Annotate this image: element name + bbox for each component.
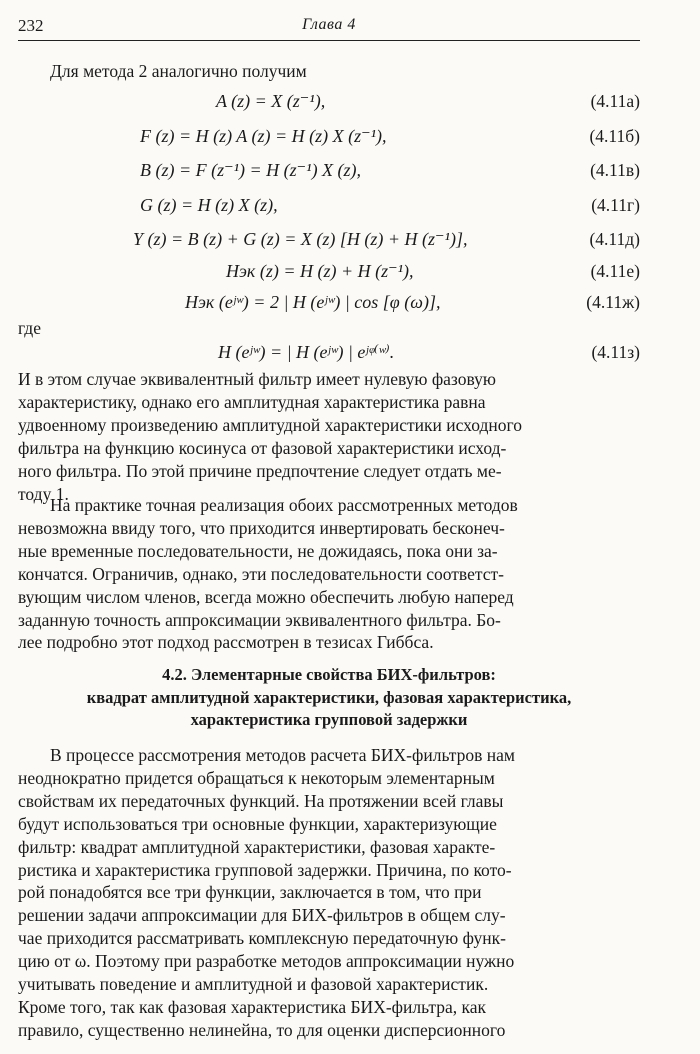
page-header [18,14,640,41]
paragraph-line: характеристику, однако его амплитудная характеристика равна [18,391,486,412]
paragraph-line: ного фильтра. По этой причине предпочтение следует отдать ме- [18,460,502,481]
equation-4-11g: G (z) = H (z) X (z), [140,195,278,215]
paragraph-line: неоднократно придется обращаться к некоторым элементарным [18,767,495,788]
equation-number-4-11g: (4.11г) [591,195,640,215]
paragraph-line: чае приходится рассматривать комплексную передаточную функ- [18,928,506,949]
section-heading-line: квадрат амплитудной характеристики, фазовая характеристика, [86,687,572,707]
paragraph-line: лее подробно этот подход рассмотрен в тезисах Гиббса. [18,632,434,653]
page-number: 232 [18,16,44,35]
equation-number-4-11e: (4.11е) [590,261,640,281]
equation-4-11d: Y (z) = B (z) + G (z) = X (z) [H (z) + H (z⁻¹)], [133,229,468,249]
paragraph-line: вующим числом членов, всегда можно обеспечить любую наперед [18,586,514,607]
paragraph-line: кончатся. Ограничив, однако, эти последовательности соответст- [18,563,504,584]
equation-4-11b: F (z) = H (z) A (z) = H (z) X (z⁻¹), [140,126,387,146]
paragraph-line: тоду 1. [18,483,69,504]
paragraph-line: невозможна ввиду того, что приходится инвертировать бесконеч- [18,517,505,538]
section-heading [18,664,640,732]
paragraph-line: свойствам их передаточных функций. На протяжении всей главы [18,790,504,811]
paragraph-line: учитывать поведение и амплитудной и фазовой характеристик. [18,974,489,995]
paragraph-line: На практике точная реализация обоих рассмотренных методов [50,495,518,515]
equation-number-4-11a: (4.11а) [590,91,640,111]
paragraph-line: Кроме того, так как фазовая характеристика БИХ-фильтра, как [18,996,487,1017]
paragraph-1 [18,368,640,505]
paragraph-line: ные временные последовательности, не дожидаясь, пока они за- [18,540,498,561]
equation-4-11zh: Hэк (eʲʷ) = 2 | H (eʲʷ) | cos [φ (ω)], [185,292,441,312]
paragraph-line: будут использоваться три основные функции, характеризующие [18,813,497,834]
paragraph-line: фильтр: квадрат амплитудной характеристики, фазовая характе- [18,836,496,857]
paragraph-line: И в этом случае эквивалентный фильтр имеет нулевую фазовую [18,369,496,389]
running-head: Глава 4 [302,16,356,33]
paragraph-2 [18,494,640,654]
equation-4-11e: Hэк (z) = H (z) + H (z⁻¹), [226,261,414,281]
section-heading-line: 4.2. Элементарные свойства БИХ-фильтров: [162,665,496,684]
equation-4-11z: H (eʲʷ) = | H (eʲʷ) | eʲᵠ⁽ʷ⁾. [218,342,395,362]
paragraph-line: удвоенному произведению амплитудной характеристики исходного [18,414,522,435]
equation-number-4-11b: (4.11б) [589,126,640,146]
paragraph-line: цию от ω. Поэтому при разработке методов аппроксимации нужно [18,951,515,972]
equation-number-4-11z: (4.11з) [591,342,640,362]
where-word: где [18,318,41,338]
equation-4-11a: A (z) = X (z⁻¹), [216,91,326,111]
section-heading-line: характеристика групповой задержки [190,710,468,729]
equation-number-4-11v: (4.11в) [590,160,640,180]
paragraph-line: рой понадобятся все три функции, заключается в том, что при [18,882,482,903]
intro-text: Для метода 2 аналогично получим [50,61,307,81]
paragraph-line: фильтра на функцию косинуса от фазовой характеристики исход- [18,437,507,458]
equation-number-4-11d: (4.11д) [589,229,640,249]
paragraph-3 [18,744,640,1042]
paragraph-line: заданную точность аппроксимации эквивалентного фильтра. Бо- [18,609,501,630]
paragraph-line: решении задачи аппроксимации для БИХ-фильтров в общем слу- [18,905,506,926]
paragraph-line: ристика и характеристика групповой задержки. Причина, по кото- [18,859,512,880]
equation-4-11v: B (z) = F (z⁻¹) = H (z⁻¹) X (z), [140,160,362,180]
paragraph-line: В процессе рассмотрения методов расчета БИХ-фильтров нам [50,745,515,765]
equation-number-4-11zh: (4.11ж) [586,292,640,312]
paragraph-line: правило, существенно нелинейна, то для оценки дисперсионного [18,1019,506,1040]
